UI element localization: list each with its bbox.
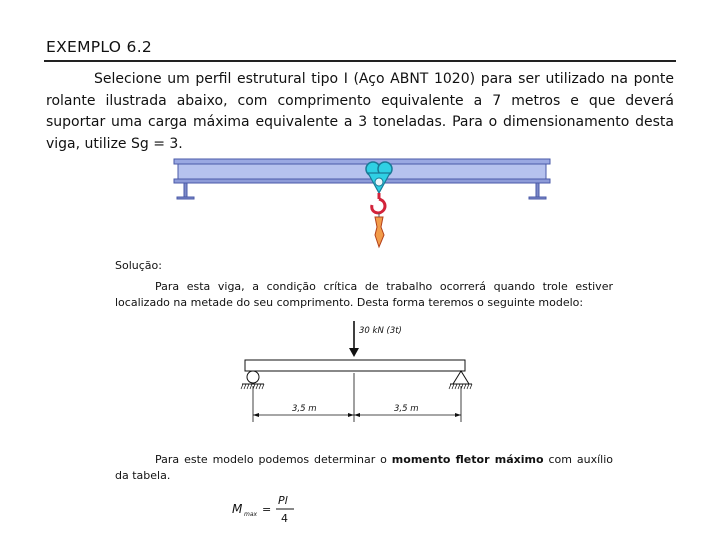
pinned-support-icon (449, 371, 472, 389)
beam-model-diagram (232, 318, 482, 428)
left-span-label: 3,5 m (292, 404, 317, 414)
formula-denominator: 4 (281, 512, 288, 525)
formula-subscript: max (244, 511, 258, 518)
right-span-label: 3,5 m (394, 404, 419, 414)
title-divider (44, 60, 676, 62)
load-label: 30 kN (3t) (359, 326, 402, 336)
roller-support-icon (241, 371, 264, 389)
max-moment-formula (230, 492, 310, 528)
moment-text-after: com auxílio da tabela. (115, 453, 613, 482)
load-icon (375, 213, 384, 247)
model-beam (245, 360, 465, 371)
formula-symbol: M (232, 502, 243, 516)
moment-text-before: Para este modelo podemos determinar o (155, 453, 392, 466)
solution-paragraph: Para esta viga, a condição crítica de trabalho ocorrerá quando trole estiver localizado na metade do seu comprimento. Desta forma teremos o seguinte modelo: (115, 280, 613, 309)
formula-equals: = (262, 503, 272, 516)
beam-top-flange (174, 159, 550, 164)
right-support-icon (529, 183, 546, 199)
solution-heading: Solução: (115, 259, 162, 272)
beam-bottom-flange (174, 179, 550, 183)
formula-numerator: Pl (278, 494, 288, 507)
intro-paragraph: Selecione um perfil estrutural tipo I (Aço ABNT 1020) para ser utilizado na ponte rolante ilustrada abaixo, com comprimento equivalente a 7 metros e que deverá suportar uma carga máxima equivalente a 3 toneladas. Para o dimensionamento desta viga, utilize Sg = 3. (46, 71, 674, 152)
crane-illustration (172, 155, 552, 250)
left-support-icon (177, 183, 194, 199)
trolley-icon (366, 162, 392, 193)
moment-text-bold: momento fletor máximo (391, 453, 544, 466)
moment-paragraph (115, 452, 613, 483)
hook-icon (372, 193, 385, 213)
beam-web (178, 164, 546, 179)
point-load-arrow (349, 321, 359, 357)
example-title: EXEMPLO 6.2 (46, 38, 153, 56)
